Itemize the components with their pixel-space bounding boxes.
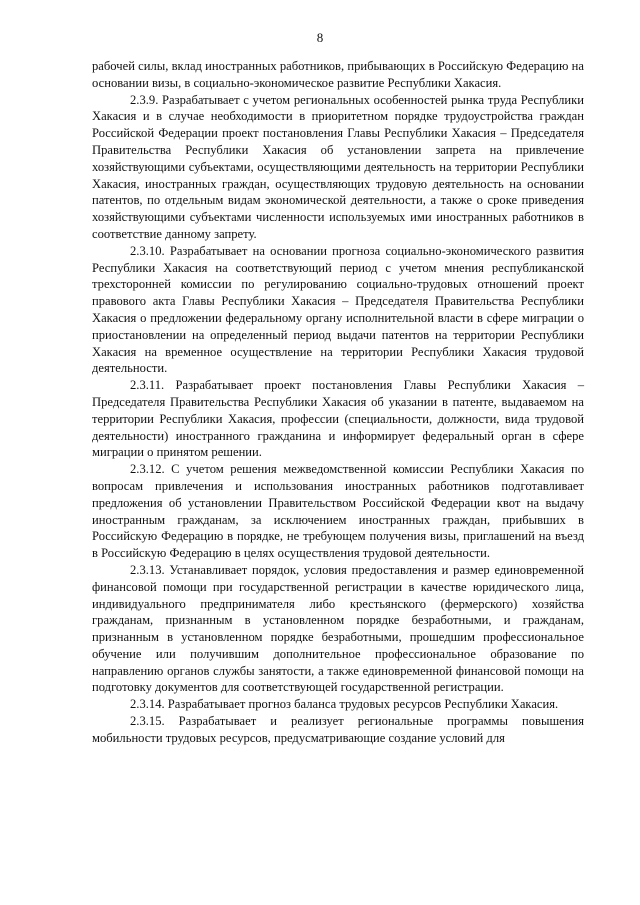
paragraph-2-3-15: 2.3.15. Разрабатывает и реализует региональные программы повышения мобильности трудовых ресурсов, предусматривающие создание условий для — [92, 714, 584, 745]
carryover-paragraph: рабочей силы, вклад иностранных работников, прибывающих в Российскую Федерацию на основании визы, в социально-экономическое развитие Республики Хакасия. — [92, 59, 584, 90]
document-body — [92, 58, 584, 747]
paragraph-2-3-14: 2.3.14. Разрабатывает прогноз баланса трудовых ресурсов Республики Хакасия. — [130, 697, 559, 712]
page-number: 8 — [316, 30, 324, 45]
paragraph-2-3-9: 2.3.9. Разрабатывает с учетом региональных особенностей рынка труда Республики Хакасия и в случае необходимости в приоритетном порядке трудоустройства граждан Российской Федерации проект постановления Главы Республики Хакасия – Председателя Правительства Республики Хакасия об установлении запрета на привлечение хозяйствующими субъектами, осуществляющими деятельность на территории Республики Хакасия, иностранных граждан, осуществляющих трудовую деятельность на основании патентов, по отдельным видам экономической деятельности, а также о сроке приведения хозяйствующими субъектами численности используемых ими иностранных работников в соответствие данному запрету. — [92, 92, 584, 241]
paragraph-2-3-12: 2.3.12. С учетом решения межведомственной комиссии Республики Хакасия по вопросам привлечения и использования иностранных работников подготавливает предложения об установлении Правительством Российской Федерации квот на выдачу иностранным гражданам, за исключением иностранных граждан, прибывших в Российскую Федерацию в порядке, не требующем получения визы, приглашений на въезд в Российскую Федерацию в целях осуществления трудовой деятельности. — [92, 462, 584, 561]
paragraph-2-3-11: 2.3.11. Разрабатывает проект постановления Главы Республики Хакасия – Председателя Правительства Республики Хакасия об указании в патенте, выдаваемом на территории Республики Хакасия, профессии (специальности, должности, вида трудовой деятельности) иностранного гражданина и информирует федеральный орган в сфере миграции о принятом решении. — [92, 378, 584, 460]
paragraph-2-3-10: 2.3.10. Разрабатывает на основании прогноза социально-экономического развития Республики Хакасия на соответствующий период с учетом мнения республиканской трехсторонней комиссии по регулированию социально-трудовых отношений проект правового акта Главы Республики Хакасия – Председателя Правительства Республики Хакасия о предложении федеральному органу исполнительной власти в сфере миграции о приостановлении на определенный период выдачи патентов на территории Республики Хакасия на временное осуществление на территории Республики Хакасия трудовой деятельности. — [92, 243, 584, 376]
paragraph-2-3-13: 2.3.13. Устанавливает порядок, условия предоставления и размер единовременной финансовой помощи при государственной регистрации в качестве юридического лица, индивидуального предпринимателя либо крестьянского (фермерского) хозяйства гражданам, признанным в установленном порядке безработными, и гражданам, признанным в установленном порядке безработными, прошедшим профессиональное обучение или получившим дополнительное профессиональное образование по направлению органов службы занятости, а также единовременной финансовой помощи на подготовку документов для соответствующей государственной регистрации. — [92, 562, 584, 695]
